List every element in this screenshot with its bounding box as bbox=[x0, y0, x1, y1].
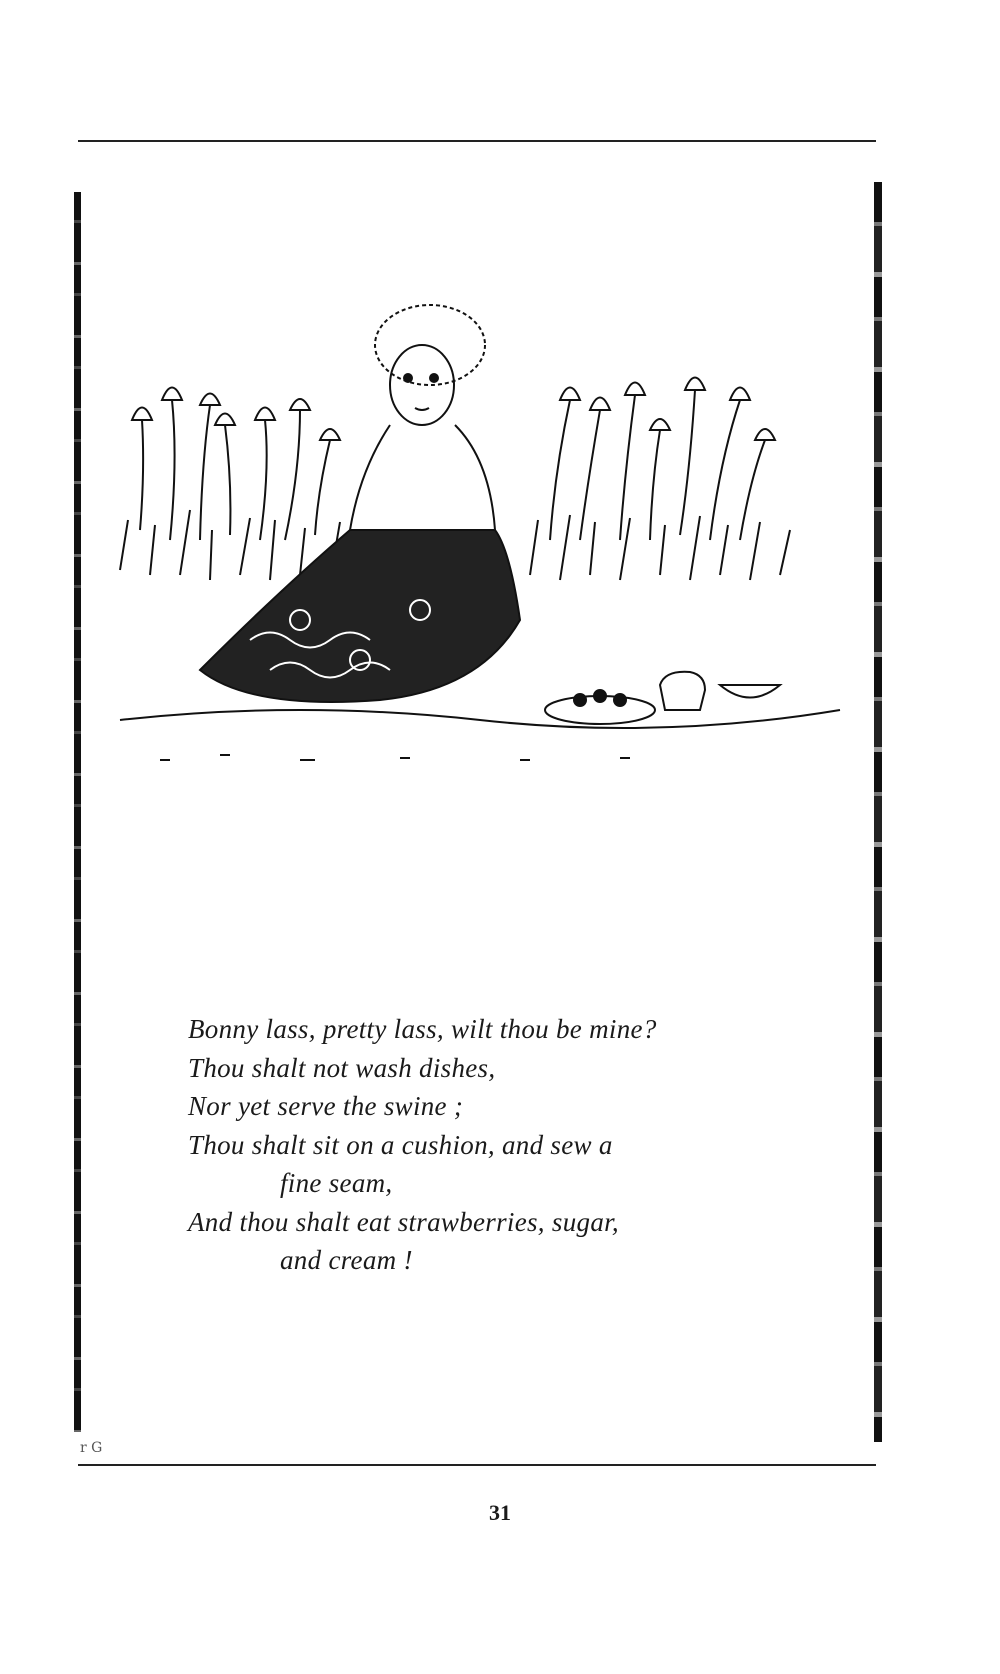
illustration-girl-in-tulip-garden bbox=[100, 290, 860, 830]
poem-line-1: Bonny lass, pretty lass, wilt thou be mine? bbox=[188, 1014, 657, 1044]
poem-line-7: and cream ! bbox=[280, 1245, 413, 1275]
poem-line-4: Thou shalt sit on a cushion, and sew a bbox=[188, 1129, 613, 1160]
border-right-edge bbox=[874, 182, 882, 1442]
poem-line-3: Nor yet serve the swine ; bbox=[188, 1091, 464, 1121]
poem-line-2: Thou shalt not wash dishes, bbox=[188, 1052, 496, 1083]
border-left-edge bbox=[74, 192, 81, 1432]
poem-text bbox=[188, 1010, 788, 1280]
frame-mark: r G bbox=[80, 1440, 103, 1456]
page-number: 31 bbox=[489, 1500, 511, 1525]
poem-line-5: fine seam, bbox=[280, 1168, 393, 1198]
poem-line-6: And thou shalt eat strawberries, sugar, bbox=[188, 1206, 619, 1237]
